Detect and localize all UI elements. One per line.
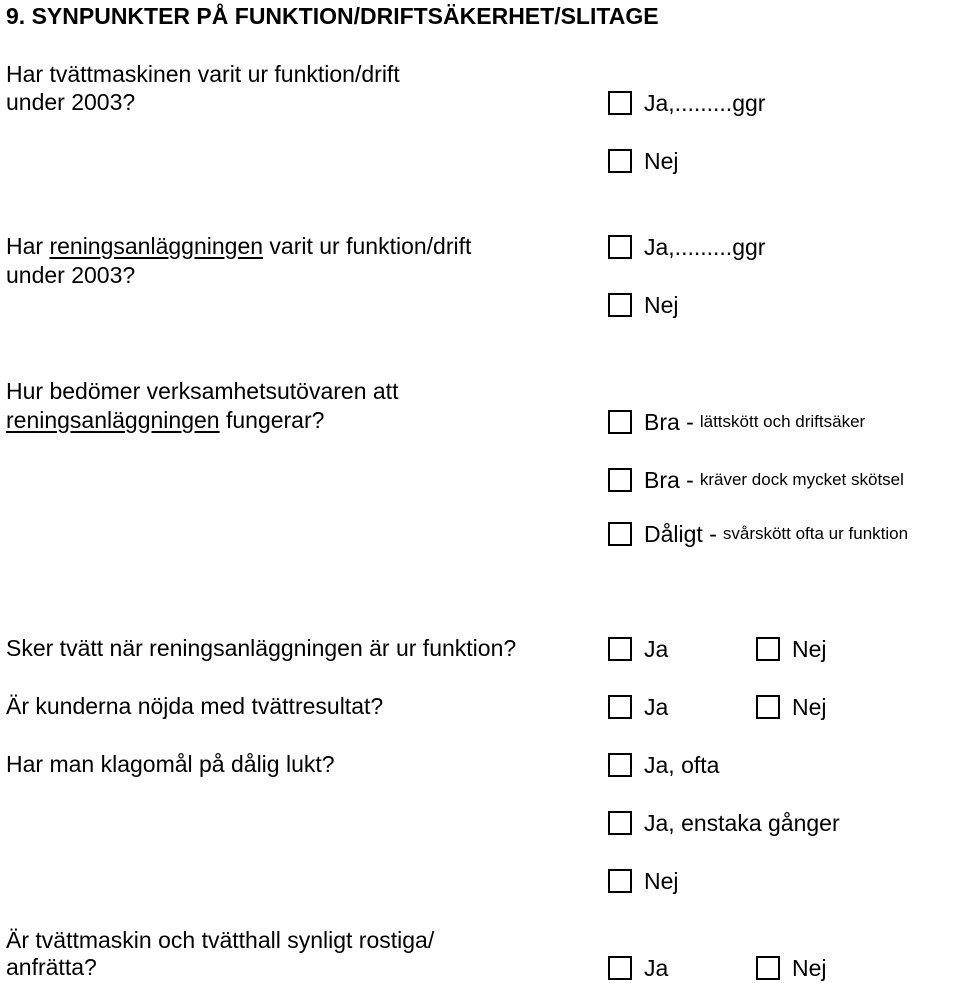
q3-option-bad[interactable] [608, 519, 908, 549]
question-2-line-2: under 2003? [6, 262, 136, 288]
q3-option-good-easy[interactable] [608, 407, 865, 437]
question-1-line-1: Har tvättmaskinen varit ur funktion/drift [6, 61, 400, 87]
checkbox[interactable] [608, 235, 632, 259]
q4-option-yes-label: Ja [644, 636, 669, 662]
question-7-line-2: anfrätta? [6, 954, 97, 980]
q2-option-no[interactable] [608, 290, 679, 320]
q4-option-no-label: Nej [792, 636, 827, 662]
question-1-line-2: under 2003? [6, 89, 136, 115]
question-4: Sker tvätt när reningsanläggningen är ur funktion? [6, 635, 517, 661]
q3-option-3-main: Dåligt - [644, 521, 717, 547]
q3-option-2-main: Bra - [644, 467, 694, 493]
q1-option-yes-label: Ja,.........ggr [644, 90, 766, 116]
q4-option-no[interactable] [756, 634, 827, 664]
q5-option-yes-label: Ja [644, 694, 669, 720]
question-3-line-1: Hur bedömer verksamhetsutövaren att [6, 378, 399, 404]
q1-option-no-label: Nej [644, 148, 679, 174]
question-7-line-1: Är tvättmaskin och tvätthall synligt rostiga/ [6, 927, 435, 953]
question-5: Är kunderna nöjda med tvättresultat? [6, 693, 384, 719]
checkbox[interactable] [608, 91, 632, 115]
checkbox[interactable] [608, 869, 632, 893]
checkbox[interactable] [608, 637, 632, 661]
q6-option-1-label: Ja, ofta [644, 752, 720, 778]
checkbox[interactable] [608, 293, 632, 317]
q6-option-2-label: Ja, enstaka gånger [644, 810, 840, 836]
checkbox[interactable] [756, 956, 780, 980]
question-3-line-2 [6, 406, 324, 435]
q4-option-yes[interactable] [608, 634, 668, 664]
q5-option-no[interactable] [756, 692, 827, 722]
checkbox[interactable] [756, 695, 780, 719]
q2-post: varit ur funktion/drift [263, 233, 472, 259]
q7-option-yes-label: Ja [644, 955, 669, 981]
checkbox[interactable] [608, 522, 632, 546]
q3-underlined: reningsanläggningen [6, 407, 220, 433]
q1-option-yes[interactable] [608, 88, 765, 118]
checkbox[interactable] [608, 956, 632, 980]
q2-option-yes-label: Ja,.........ggr [644, 234, 766, 260]
q7-option-yes[interactable] [608, 953, 668, 983]
section-title: 9. SYNPUNKTER PÅ FUNKTION/DRIFTSÄKERHET/SLITAGE [6, 3, 659, 29]
checkbox[interactable] [608, 811, 632, 835]
question-6: Har man klagomål på dålig lukt? [6, 751, 335, 777]
q6-option-occasionally[interactable] [608, 808, 840, 838]
q3-option-1-sub: lättskött och driftsäker [699, 412, 866, 431]
q2-option-no-label: Nej [644, 292, 679, 318]
q3-post: fungerar? [219, 407, 325, 433]
q3-option-3-sub: svårskött ofta ur funktion [722, 524, 909, 543]
checkbox[interactable] [608, 753, 632, 777]
q6-option-3-label: Nej [644, 868, 679, 894]
q7-option-no[interactable] [756, 953, 827, 983]
q5-option-no-label: Nej [792, 694, 827, 720]
q6-option-often[interactable] [608, 750, 719, 780]
q2-underlined: reningsanläggningen [49, 233, 264, 259]
q6-option-no[interactable] [608, 866, 679, 896]
checkbox[interactable] [608, 468, 632, 492]
q3-option-good-maintenance[interactable] [608, 465, 904, 495]
q2-option-yes[interactable] [608, 232, 765, 262]
q5-option-yes[interactable] [608, 692, 668, 722]
q3-option-1-main: Bra - [644, 409, 694, 435]
q2-pre: Har [6, 233, 50, 259]
checkbox[interactable] [608, 410, 632, 434]
question-2-line-1 [6, 232, 471, 261]
q1-option-no[interactable] [608, 146, 679, 176]
checkbox[interactable] [608, 149, 632, 173]
checkbox[interactable] [608, 695, 632, 719]
q7-option-no-label: Nej [792, 955, 827, 981]
checkbox[interactable] [756, 637, 780, 661]
q3-option-2-sub: kräver dock mycket skötsel [699, 470, 904, 489]
